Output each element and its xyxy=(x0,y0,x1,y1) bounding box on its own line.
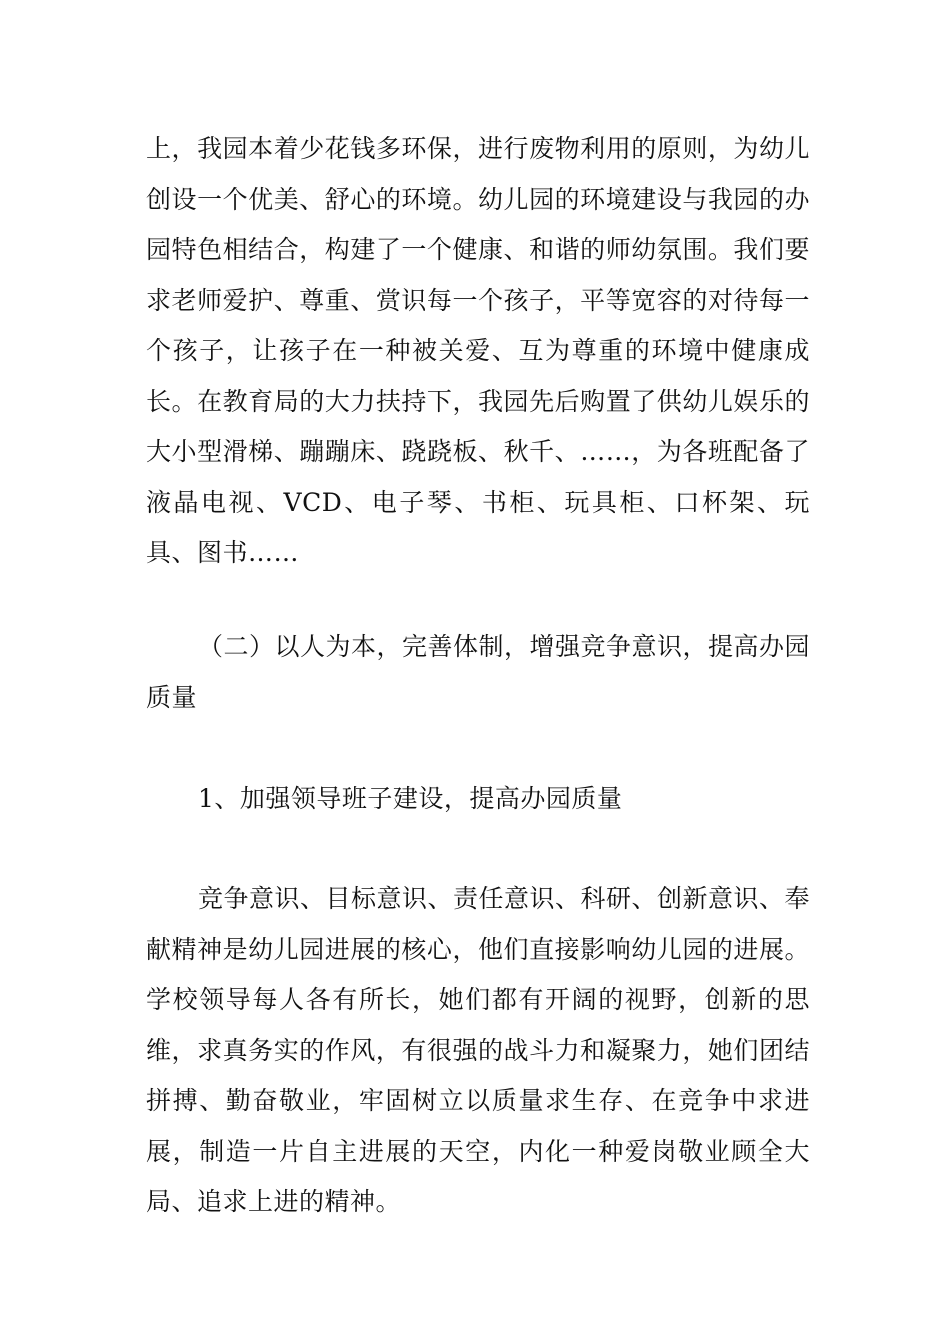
section-heading: （二）以人为本，完善体制，增强竞争意识，提高办园质量 xyxy=(146,632,811,712)
body-paragraph: 上，我园本着少花钱多环保，进行废物利用的原则，为幼儿创设一个优美、舒心的环境。幼儿园的环境建设与我园的办园特色相结合，构建了一个健康、和谐的师幼氛围。我们要求老师爱护、尊重、赏识每一个孩子，平等宽容的对待每一个孩子，让孩子在一种被关爱、互为尊重的环境中健康成长。在教育局的大力扶持下，我园先后购置了供幼儿娱乐的大小型滑梯、蹦蹦床、跷跷板、秋千、……，为各班配备了液晶电视、VCD、电子琴、书柜、玩具柜、口杯架、玩具、图书…… xyxy=(146,134,810,567)
subsection-heading: 1、加强领导班子建设，提高办园质量 xyxy=(198,784,623,813)
body-paragraph: 竞争意识、目标意识、责任意识、科研、创新意识、奉献精神是幼儿园进展的核心，他们直接影响幼儿园的进展。学校领导每人各有所长，她们都有开阔的视野，创新的思维，求真务实的作风，有很强的战斗力和凝聚力，她们团结拼搏、勤奋敬业，牢固树立以质量求生存、在竞争中求进展，制造一片自主进展的天空，内化一种爱岗敬业顾全大局、追求上进的精神。 xyxy=(146,884,811,1216)
